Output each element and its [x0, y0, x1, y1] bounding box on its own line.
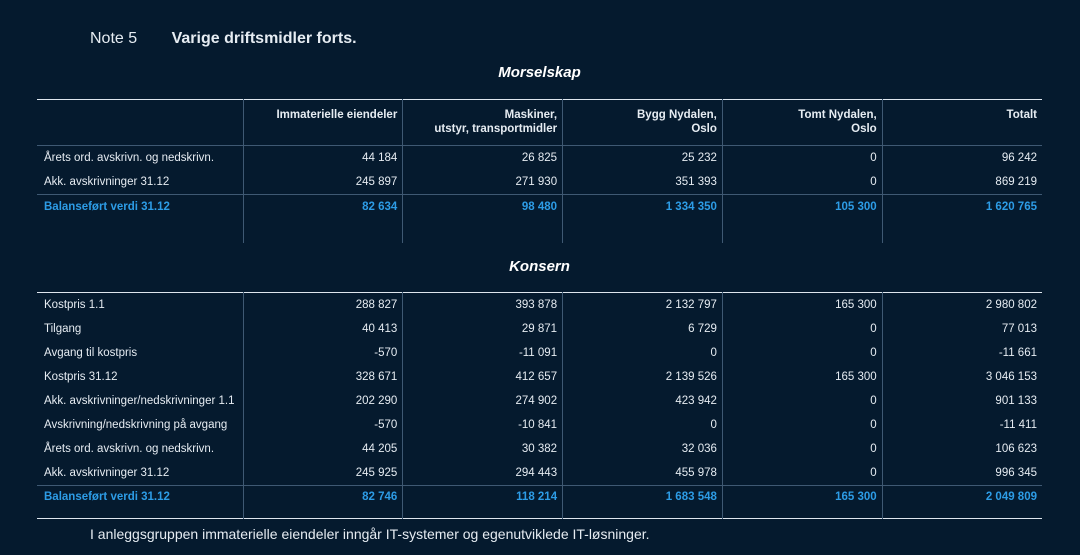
value-cell: 32 036 [563, 437, 723, 461]
morselskap-table [37, 99, 1042, 243]
row-label: Årets ord. avskrivn. og nedskrivn. [44, 443, 215, 455]
value-cell: 0 [722, 317, 882, 341]
table-row [37, 293, 1042, 318]
header-line: Oslo [691, 123, 717, 135]
value-cell: 3 046 153 [882, 365, 1042, 389]
value-cell: 288 827 [243, 293, 403, 318]
value-cell: 0 [563, 413, 723, 437]
row-label: Kostpris 1.1 [44, 299, 105, 311]
total-row [37, 195, 1042, 220]
konsern-body [37, 293, 1042, 519]
section-title-konsern: Konsern [509, 258, 570, 275]
value-cell: 96 242 [882, 146, 1042, 171]
value-cell: -11 661 [882, 341, 1042, 365]
table-row [37, 146, 1042, 171]
table-row [37, 170, 1042, 195]
value-cell: 1 620 765 [882, 195, 1042, 220]
value-cell: 2 049 809 [882, 486, 1042, 519]
value-cell: 351 393 [563, 170, 723, 195]
value-cell: 245 897 [243, 170, 403, 195]
value-cell: -570 [243, 341, 403, 365]
section-title-morselskap: Morselskap [498, 64, 581, 81]
header-cell: Immaterielle eiendeler [243, 100, 403, 146]
value-cell: -11 411 [882, 413, 1042, 437]
empty-cell [882, 219, 1042, 243]
header-cell [722, 100, 882, 146]
header-cell [563, 100, 723, 146]
value-cell: 274 902 [403, 389, 563, 413]
empty-cell [403, 219, 563, 243]
value-cell: 40 413 [243, 317, 403, 341]
value-cell: 106 623 [882, 437, 1042, 461]
value-cell: 2 980 802 [882, 293, 1042, 318]
value-cell: 869 219 [882, 170, 1042, 195]
value-cell: 0 [722, 437, 882, 461]
table-row [37, 461, 1042, 486]
konsern-table [37, 292, 1042, 519]
value-cell: 271 930 [403, 170, 563, 195]
header-cell [403, 100, 563, 146]
value-cell: 165 300 [722, 486, 882, 519]
value-cell: 25 232 [563, 146, 723, 171]
table-row [37, 437, 1042, 461]
value-cell: 2 139 526 [563, 365, 723, 389]
value-cell: 423 942 [563, 389, 723, 413]
value-cell: 2 132 797 [563, 293, 723, 318]
value-cell: 105 300 [722, 195, 882, 220]
value-cell: 0 [722, 170, 882, 195]
value-cell: 245 925 [243, 461, 403, 486]
value-cell: 0 [722, 461, 882, 486]
header-row [37, 100, 1042, 146]
total-row [37, 486, 1042, 519]
note-number: Note 5 [90, 30, 138, 47]
value-cell: 82 746 [243, 486, 403, 519]
row-label: Balanseført verdi 31.12 [44, 201, 170, 213]
table-row [37, 341, 1042, 365]
value-cell: -10 841 [403, 413, 563, 437]
value-cell: 1 683 548 [563, 486, 723, 519]
value-cell: -570 [243, 413, 403, 437]
row-label: Årets ord. avskrivn. og nedskrivn. [44, 152, 215, 164]
row-label: Akk. avskrivninger 31.12 [44, 176, 170, 188]
table-row [37, 365, 1042, 389]
header-cell: Totalt [882, 100, 1042, 146]
footnote: I anleggsgruppen immaterielle eiendeler inngår IT-systemer og egenutviklede IT-løsninger. [90, 526, 650, 542]
value-cell: 393 878 [403, 293, 563, 318]
row-label: Balanseført verdi 31.12 [44, 491, 170, 503]
value-cell: 0 [722, 341, 882, 365]
row-label: Kostpris 31.12 [44, 371, 118, 383]
empty-cell [243, 219, 403, 243]
value-cell: 412 657 [403, 365, 563, 389]
value-cell: 1 334 350 [563, 195, 723, 220]
value-cell: 44 205 [243, 437, 403, 461]
header-line: Maskiner, [504, 109, 558, 121]
row-label: Akk. avskrivninger/nedskrivninger 1.1 [44, 395, 235, 407]
header-line: Oslo [851, 123, 877, 135]
value-cell: 0 [563, 341, 723, 365]
value-cell: 98 480 [403, 195, 563, 220]
value-cell: 294 443 [403, 461, 563, 486]
row-label: Avskrivning/nedskrivning på avgang [44, 419, 228, 431]
value-cell: 44 184 [243, 146, 403, 171]
value-cell: 328 671 [243, 365, 403, 389]
empty-cell [37, 219, 243, 243]
value-cell: 0 [722, 413, 882, 437]
note-heading [90, 30, 357, 48]
header-line: utstyr, transportmidler [434, 123, 558, 135]
morselskap-body [37, 146, 1042, 244]
note-title: Varige driftsmidler forts. [171, 30, 357, 47]
header-line: Tomt Nydalen, [798, 109, 877, 121]
row-label: Tilgang [44, 323, 82, 335]
value-cell: 0 [722, 146, 882, 171]
value-cell: 165 300 [722, 293, 882, 318]
header-line: Bygg Nydalen, [637, 109, 717, 121]
value-cell: 455 978 [563, 461, 723, 486]
header-cell [37, 100, 243, 146]
table-row [37, 413, 1042, 437]
value-cell: -11 091 [403, 341, 563, 365]
row-label: Avgang til kostpris [44, 347, 138, 359]
value-cell: 118 214 [403, 486, 563, 519]
value-cell: 29 871 [403, 317, 563, 341]
value-cell: 77 013 [882, 317, 1042, 341]
value-cell: 165 300 [722, 365, 882, 389]
spacer-row [37, 219, 1042, 243]
value-cell: 6 729 [563, 317, 723, 341]
value-cell: 996 345 [882, 461, 1042, 486]
empty-cell [722, 219, 882, 243]
value-cell: 202 290 [243, 389, 403, 413]
value-cell: 30 382 [403, 437, 563, 461]
value-cell: 0 [722, 389, 882, 413]
table-row [37, 389, 1042, 413]
row-label: Akk. avskrivninger 31.12 [44, 467, 170, 479]
table-row [37, 317, 1042, 341]
empty-cell [563, 219, 723, 243]
value-cell: 26 825 [403, 146, 563, 171]
value-cell: 82 634 [243, 195, 403, 220]
value-cell: 901 133 [882, 389, 1042, 413]
